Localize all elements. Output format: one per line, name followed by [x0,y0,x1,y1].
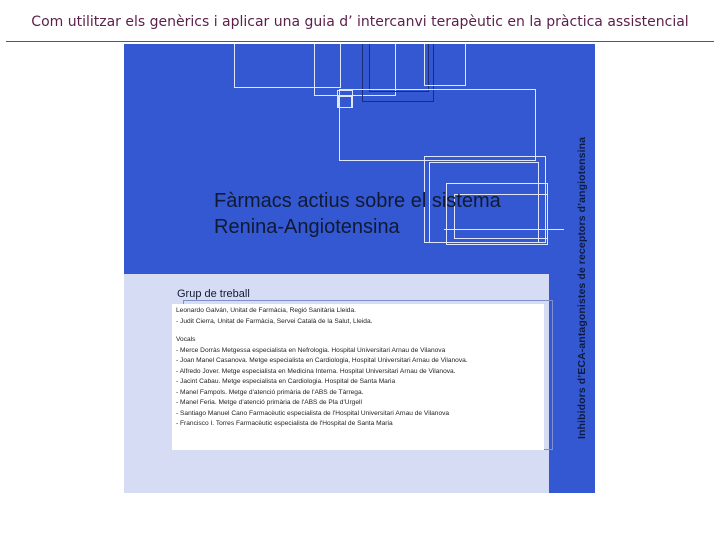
vocal-item: - Manel Fampols. Metge d'atenció primària de l'ABS de Tàrrega. [176,388,364,396]
vocal-item: - Joan Manel Casanova. Metge especialista en Cardiologia, Hospital Universitari Arnau de Vilanova. [176,357,468,364]
cover-decoration [338,96,352,108]
coordinator-item: - Judit Cierra, Unitat de Farmàcia, Servei Català de la Salut, Lleida. [176,317,373,325]
vocal-item: - Francisco I. Torres Farmacèutic especialista de l'Hospital de Santa Maria [176,420,393,427]
coordinator-item: Leonardo Galván, Unitat de Farmàcia, Regió Sanitària Lleida. [176,307,356,314]
vocal-item: - Alfredo Jover. Metge especialista en Medicina Interna. Hospital Universitari Arnau de Vilanova. [176,367,456,375]
vocal-item: - Santiago Manuel Cano Farmacèutic especialista de l'Hospital Universitari Arnau de Vilanova [176,409,450,417]
cover-title-line-2: Renina-Angiotensina [214,216,400,238]
working-group-label: Grup de treball [177,288,250,300]
vocal-item: - Manel Feria. Metge d'atenció primària de l'ABS de Pla d'Urgell [176,399,362,406]
cover-side-title: Inhibidors d’ECA-antagonistes de receptors d’angiotensina [576,136,588,439]
cover-decoration [424,44,466,86]
vocal-item: - Merce Dorràs Metgessa especialista en Nefrologia. Hospital Universitari Arnau de Vilanova [176,346,446,354]
working-group-members [172,304,544,450]
cover-title [214,188,501,240]
cover-decoration [369,44,429,92]
header-divider [6,41,714,42]
vocals-label: Vocals [176,336,196,343]
book-cover [124,44,595,493]
vocal-item: - Jacint Cabau. Metge especialista en Cardiologia. Hospital de Santa Maria [176,378,396,385]
cover-decoration [339,89,536,161]
cover-title-line-1: Fàrmacs actius sobre el sistema [214,190,501,212]
header-title: Com utilitzar els genèrics i aplicar una guia d’ intercanvi terapèutic en la pràctica assistencial [31,14,689,30]
